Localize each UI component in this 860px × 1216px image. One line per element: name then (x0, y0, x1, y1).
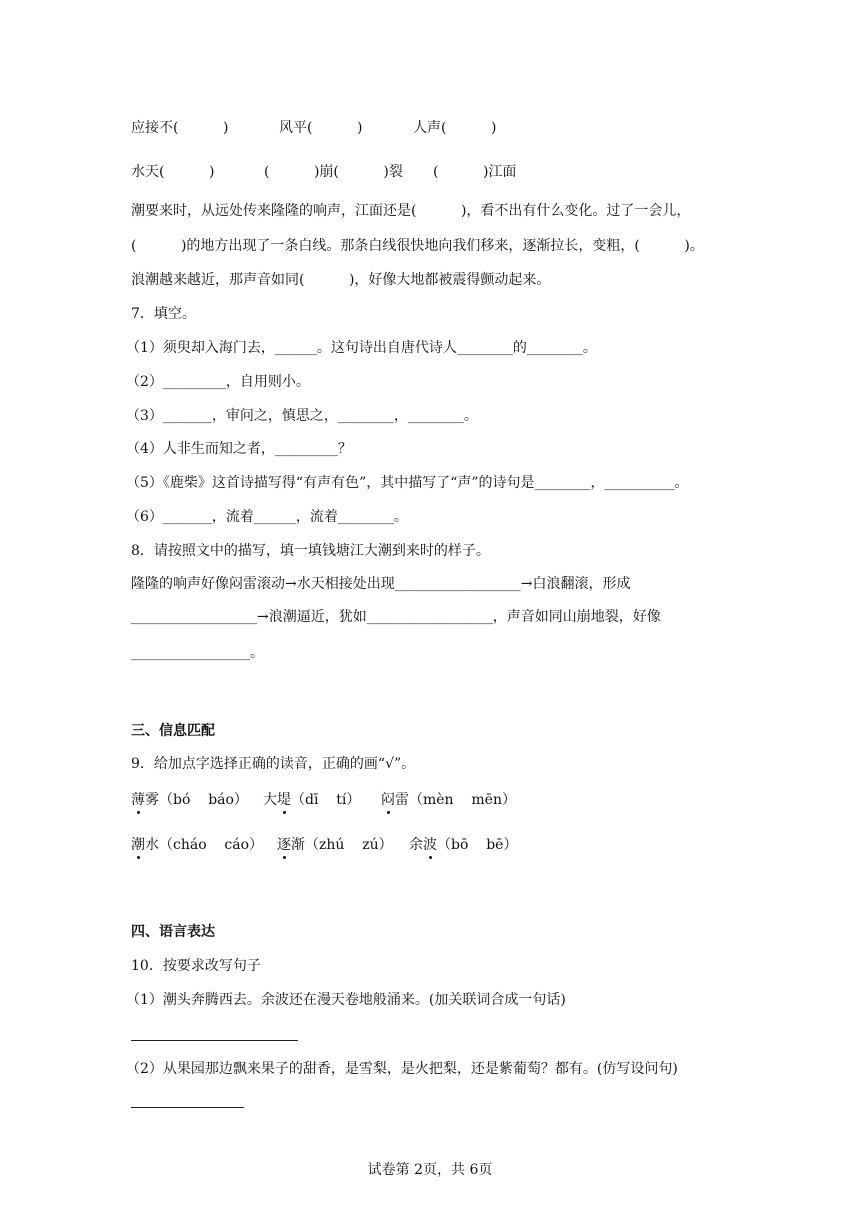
word-blank-2: 风平( ) (279, 120, 363, 136)
pinyin-option-6: 余波（bō bē） (409, 837, 518, 853)
word-blank-3: 人声( ) (413, 120, 497, 136)
question-8-title: 8．请按照文中的描写，填一填钱塘江大潮到来时的样子。 (131, 543, 490, 559)
word-blank-6: ( )江面 (433, 164, 517, 180)
answer-line[interactable] (131, 1040, 298, 1041)
pinyin-option-4: 潮水（cháo cáo） (131, 837, 264, 853)
question-7-item-4: （4）人非生而知之者，_________？ (126, 441, 352, 457)
question-7-item-3: （3）_______，审问之，慎思之，________，________。 (126, 408, 478, 424)
paragraph-line-1: 潮要来时，从远处传来隆隆的响声，江面还是( )，看不出有什么变化。过了一会儿， (131, 203, 691, 219)
question-8-line-1: 隆隆的响声好像闷雷滚动→水天相接处出现__________________→白浪翻滚，形成 (131, 576, 631, 592)
word-blank-5: ( )崩( )裂 (264, 164, 403, 180)
question-7-item-1: （1）须臾却入海门去，______。这句诗出自唐代诗人________的________。 (126, 340, 597, 356)
section-4-title: 四、语言表达 (131, 924, 215, 940)
dotted-char: 薄 (131, 792, 145, 808)
pinyin-option-3: 闷雷（mèn mēn） (381, 792, 516, 808)
dotted-char: 逐 (277, 837, 291, 853)
dotted-char: 闷 (381, 792, 395, 808)
dotted-char: 堤 (277, 792, 291, 808)
dotted-char: 波 (423, 837, 437, 853)
word-blank-4: 水天( ) (131, 164, 215, 180)
question-10-title: 10．按要求改写句子 (131, 958, 261, 974)
question-7-item-2: （2）_________，自用则小。 (126, 374, 310, 390)
question-10-sentence-2: （2）从果园那边飘来果子的甜香，是雪梨，是火把梨，还是紫葡萄？都有。(仿写设问句) (126, 1061, 678, 1077)
page-footer: 试卷第 2页，共 6页 (367, 1162, 493, 1178)
question-7-item-6: （6）_______，流着______，流着________。 (126, 509, 408, 525)
word-blank-1: 应接不( ) (131, 120, 229, 136)
dotted-char: 潮 (131, 837, 145, 853)
answer-line[interactable] (131, 1107, 244, 1108)
pinyin-option-2: 大堤（dī tí） (263, 792, 361, 808)
pinyin-option-5: 逐渐（zhú zú） (277, 837, 393, 853)
question-7-title: 7．填空。 (131, 306, 196, 322)
pinyin-option-1: 薄雾（bó báo） (131, 792, 248, 808)
question-9-title: 9．给加点字选择正确的读音，正确的画“√”。 (131, 756, 416, 772)
question-8-line-3: _________________。 (131, 645, 264, 661)
question-10-sentence-1: （1）潮头奔腾西去。余波还在漫天卷地般涌来。(加关联词合成一句话) (126, 992, 566, 1008)
paragraph-line-3: 浪潮越来越近，那声音如同( )，好像大地都被震得颤动起来。 (131, 272, 551, 288)
paragraph-line-2: ( )的地方出现了一条白线。那条白线很快地向我们移来，逐渐拉长，变粗，( )。 (131, 238, 704, 254)
question-7-item-5: （5）《鹿柴》这首诗描写得“有声有色”，其中描写了“声”的诗句是________，__________。 (126, 475, 689, 491)
question-8-line-2: __________________→浪潮逼近，犹如__________________，声音如同山崩地裂，好像 (131, 609, 661, 625)
section-3-title: 三、信息匹配 (131, 723, 215, 739)
